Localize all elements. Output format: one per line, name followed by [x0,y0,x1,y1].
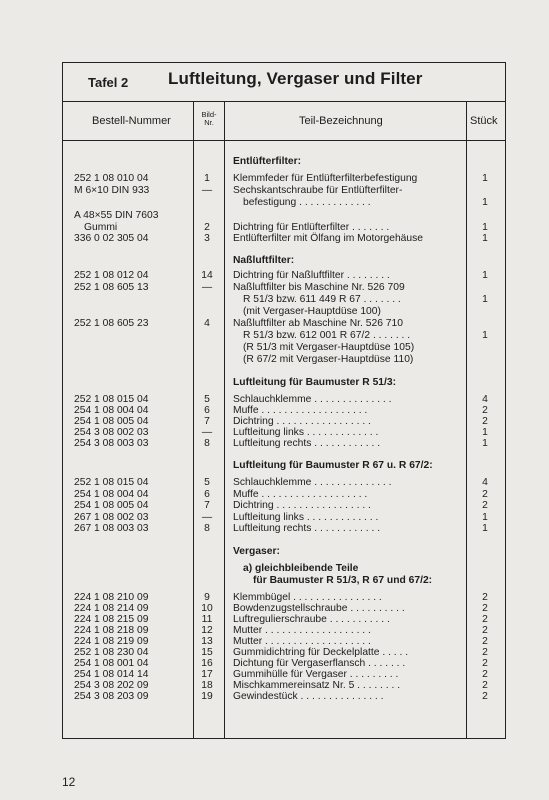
table-row [0,477,549,489]
order-number: Gummi [84,222,118,233]
part-description: für Baumuster R 51/3, R 67 und 67/2: [253,575,433,586]
order-number: 254 1 08 005 04 [74,500,149,511]
figure-number: — [201,512,213,523]
table-label: Tafel 2 [88,75,129,90]
part-description: Muffe . . . . . . . . . . . . . . . . . . . [233,405,368,416]
quantity: 1 [482,222,488,233]
figure-number: 15 [201,647,213,658]
table-row [0,294,549,306]
order-number: 336 0 02 305 04 [74,233,149,244]
header-bild-nr: Bild- Nr. [201,110,217,127]
part-description: (mit Vergaser-Hauptdüse 100) [243,306,381,317]
quantity: 2 [482,669,488,680]
part-description: Luftleitung für Baumuster R 51/3: [233,377,397,388]
quantity: 2 [482,500,488,511]
section-heading [0,546,549,558]
table-row [0,210,549,222]
quantity: 1 [482,197,488,208]
quantity: 2 [482,416,488,427]
part-description: Luftleitung für Baumuster R 67 u. R 67/2: [233,460,433,471]
figure-number: 12 [201,625,213,636]
part-description: Dichtring für Naßluftfilter . . . . . . . . [233,270,390,281]
part-description: Mischkammereinsatz Nr. 5 . . . . . . . . [233,680,401,691]
figure-number: 16 [201,658,213,669]
quantity: 1 [482,233,488,244]
order-number: 224 1 08 218 09 [74,625,149,636]
part-description: Dichtring für Entlüfterfilter . . . . . . . [233,222,390,233]
quantity: 4 [482,477,488,488]
table-row [0,500,549,512]
header-teil-bezeichnung: Teil-Bezeichnung [299,115,383,127]
part-description: Sechskantschraube für Entlüfterfilter- [233,185,403,196]
quantity: 1 [482,512,488,523]
figure-number: 2 [204,222,210,233]
figure-number: 5 [204,477,210,488]
section-heading [0,460,549,472]
order-number: 252 1 08 015 04 [74,477,149,488]
part-description: R 51/3 bzw. 611 449 R 67 . . . . . . . [243,294,401,305]
order-number: 252 1 08 015 04 [74,394,149,405]
quantity: 1 [482,173,488,184]
part-description: Klemmbügel . . . . . . . . . . . . . . . . [233,592,382,603]
figure-number: 10 [201,603,213,614]
title-divider [62,101,506,102]
order-number: 254 3 08 203 09 [74,691,149,702]
table-row [0,306,549,318]
figure-number: — [201,282,213,293]
part-description: Luftregulierschraube . . . . . . . . . . . [233,614,390,625]
quantity: 2 [482,625,488,636]
figure-number: 11 [201,614,213,625]
part-description: Gewindestück . . . . . . . . . . . . . . . [233,691,384,702]
order-number: 254 3 08 003 03 [74,438,149,449]
order-number: 252 1 08 605 13 [74,282,149,293]
quantity: 1 [482,427,488,438]
part-description: Schlauchklemme . . . . . . . . . . . . . . [233,394,392,405]
header-stueck: Stück [470,115,498,127]
part-description: Naßluftfilter ab Maschine Nr. 526 710 [233,318,403,329]
table-row [0,270,549,282]
figure-number: 1 [204,173,210,184]
figure-number: 5 [204,394,210,405]
figure-number: 8 [204,523,210,534]
section-heading [0,377,549,389]
part-description: Dichtung für Vergaserflansch . . . . . . . [233,658,406,669]
order-number: 252 1 08 010 04 [74,173,149,184]
order-number: A 48×55 DIN 7603 [74,210,159,221]
part-description: Gummihülle für Vergaser . . . . . . . . . [233,669,399,680]
table-row [0,173,549,185]
quantity: 4 [482,394,488,405]
table-row [0,523,549,535]
part-description: Muffe . . . . . . . . . . . . . . . . . . . [233,489,368,500]
part-description: Luftleitung links . . . . . . . . . . . . . [233,512,379,523]
part-description: Entlüfterfilter mit Ölfang im Motorgehäuse [233,233,423,244]
figure-number: 13 [201,636,213,647]
order-number: 252 1 08 605 23 [74,318,149,329]
figure-number: — [201,427,213,438]
section-heading [0,563,549,575]
quantity: 2 [482,489,488,500]
order-number: 224 1 08 219 09 [74,636,149,647]
page-title: Luftleitung, Vergaser und Filter [168,69,423,88]
quantity: 1 [482,523,488,534]
order-number: 224 1 08 210 09 [74,592,149,603]
table-row [0,197,549,209]
table-row [0,282,549,294]
order-number: 254 1 08 004 04 [74,405,149,416]
part-description: Gummidichtring für Deckelplatte . . . . . [233,647,409,658]
part-description: befestigung . . . . . . . . . . . . . [243,197,371,208]
section-heading [0,575,549,587]
part-description: Entlüfterfilter: [233,156,302,167]
order-number: 254 1 08 001 04 [74,658,149,669]
quantity: 2 [482,680,488,691]
part-description: Naßluftfilter: [233,255,295,266]
header-divider [62,140,506,141]
part-description: Mutter . . . . . . . . . . . . . . . . . . . [233,636,371,647]
part-description: Naßluftfilter bis Maschine Nr. 526 709 [233,282,405,293]
figure-number: — [201,185,213,196]
order-number: 254 1 08 014 14 [74,669,149,680]
quantity: 2 [482,636,488,647]
quantity: 2 [482,405,488,416]
table-row [0,318,549,330]
figure-number: 3 [204,233,210,244]
table-row [0,354,549,366]
part-description: Dichtring . . . . . . . . . . . . . . . . . [233,500,371,511]
header-bestell-nummer: Bestell-Nummer [92,115,171,127]
table-row [0,438,549,450]
order-number: 254 3 08 202 09 [74,680,149,691]
figure-number: 4 [204,318,210,329]
figure-number: 8 [204,438,210,449]
figure-number: 6 [204,489,210,500]
quantity: 2 [482,658,488,669]
quantity: 2 [482,691,488,702]
table-row [0,330,549,342]
order-number: 252 1 08 230 04 [74,647,149,658]
section-heading [0,156,549,168]
figure-number: 17 [201,669,213,680]
quantity: 1 [482,438,488,449]
order-number: 254 1 08 004 04 [74,489,149,500]
part-description: (R 67/2 mit Vergaser-Hauptdüse 110) [243,354,414,365]
part-description: Dichtring . . . . . . . . . . . . . . . . . [233,416,371,427]
part-description: a) gleichbleibende Teile [243,563,359,574]
quantity: 1 [482,294,488,305]
figure-number: 9 [204,592,210,603]
part-description: Schlauchklemme . . . . . . . . . . . . . . [233,477,392,488]
table-row [0,233,549,245]
quantity: 2 [482,603,488,614]
figure-number: 7 [204,500,210,511]
section-heading [0,255,549,267]
order-number: 254 3 08 002 03 [74,427,149,438]
order-number: 224 1 08 214 09 [74,603,149,614]
part-description: Klemmfeder für Entlüfterfilterbefestigung [233,173,418,184]
part-description: R 51/3 bzw. 612 001 R 67/2 . . . . . . . [243,330,411,341]
table-row [0,342,549,354]
quantity: 2 [482,592,488,603]
order-number: 224 1 08 215 09 [74,614,149,625]
quantity: 2 [482,647,488,658]
quantity: 1 [482,270,488,281]
table-row [0,185,549,197]
part-description: Luftleitung rechts . . . . . . . . . . . . [233,438,381,449]
figure-number: 19 [201,691,213,702]
order-number: 254 1 08 005 04 [74,416,149,427]
figure-number: 6 [204,405,210,416]
order-number: 267 1 08 002 03 [74,512,149,523]
part-description: Luftleitung rechts . . . . . . . . . . . . [233,523,381,534]
quantity: 1 [482,330,488,341]
part-description: (R 51/3 mit Vergaser-Hauptdüse 105) [243,342,415,353]
quantity: 2 [482,614,488,625]
part-description: Mutter . . . . . . . . . . . . . . . . . . . [233,625,371,636]
figure-number: 14 [201,270,213,281]
part-description: Bowdenzugstellschraube . . . . . . . . . . [233,603,405,614]
order-number: 252 1 08 012 04 [74,270,149,281]
part-description: Vergaser: [233,546,280,557]
figure-number: 7 [204,416,210,427]
part-description: Luftleitung links . . . . . . . . . . . . . [233,427,379,438]
figure-number: 18 [201,680,213,691]
page-number: 12 [62,775,76,789]
table-row [0,691,549,703]
order-number: M 6×10 DIN 933 [74,185,150,196]
order-number: 267 1 08 003 03 [74,523,149,534]
